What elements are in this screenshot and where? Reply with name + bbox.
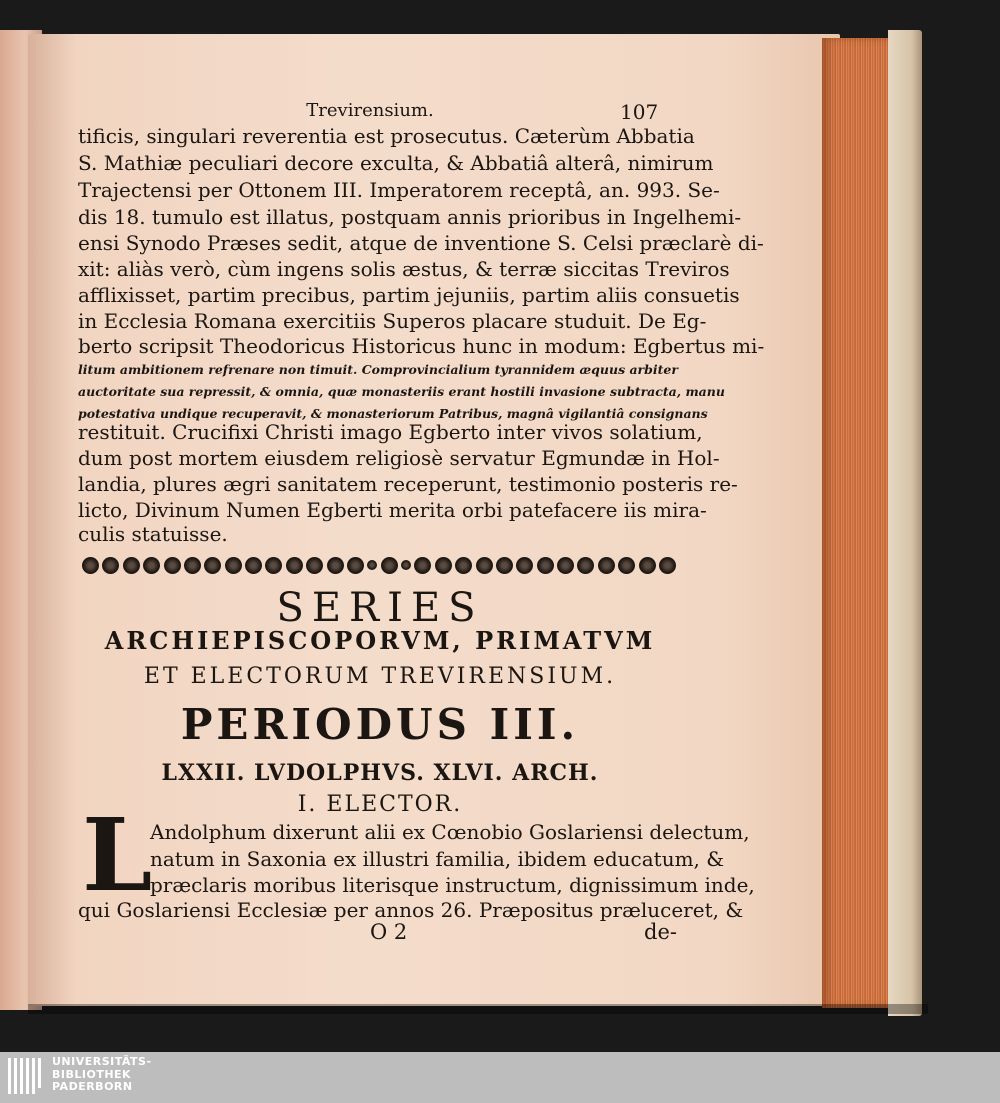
text-line: culis statuisse. xyxy=(78,522,228,546)
text-line: landia, plures ægri sanitatem receperunt, testimonio posteris re- xyxy=(78,472,738,496)
italic-quote-line: litum ambitionem refrenare non timuit. Comprovincialium tyrannidem æquus arbiter xyxy=(78,362,678,377)
ornament-divider xyxy=(82,555,676,575)
library-footer xyxy=(0,1052,1000,1103)
text-line: S. Mathiæ peculiari decore exculta, & Abbatiâ alterâ, nimirum xyxy=(78,151,714,175)
text-line: Trajectensi per Ottonem III. Imperatorem receptâ, an. 993. Se- xyxy=(78,178,720,202)
library-name-line: UNIVERSITÄTS- xyxy=(52,1055,152,1068)
library-name-line: BIBLIOTHEK xyxy=(52,1067,132,1081)
book-cover-edge xyxy=(888,30,922,1016)
heading-archiepiscoporum: ARCHIEPISCOPORVM, PRIMATVM xyxy=(104,626,656,655)
text-line: Andolphum dixerunt alii ex Cœnobio Goslariensi delectum, xyxy=(150,820,750,844)
catchword: de- xyxy=(644,920,677,944)
text-line: xit: aliàs verò, cùm ingens solis æstus, & terræ siccitas Treviros xyxy=(78,257,730,281)
text-line: præclaris moribus literisque instructum, dignissimum inde, xyxy=(150,873,755,897)
library-name-line: PADERBORN xyxy=(52,1080,133,1093)
page-shadow xyxy=(28,1004,928,1014)
text-line: natum in Saxonia ex illustri familia, ibidem educatum, & xyxy=(150,847,725,871)
text-line: dum post mortem eiusdem religiosè servatur Egmundæ in Hol- xyxy=(78,446,720,470)
heading-electorum: ET ELECTORUM TREVIRENSIUM. xyxy=(143,664,617,689)
heading-ludolphus: LXXII. LVDOLPHVS. XLVI. ARCH. xyxy=(161,760,599,786)
italic-quote-line: potestativa undique recuperavit, & monasteriorum Patribus, magnâ vigilantiâ consignans xyxy=(78,406,708,421)
drop-cap: L xyxy=(82,796,153,914)
text-line: berto scripsit Theodoricus Historicus hunc in modum: Egbertus mi- xyxy=(78,334,765,358)
text-line: licto, Divinum Numen Egberti merita orbi patefacere iis mira- xyxy=(78,498,707,522)
text-line: dis 18. tumulo est illatus, postquam annis prioribus in Ingelhemi- xyxy=(78,205,742,229)
library-logo-icon xyxy=(8,1058,44,1094)
italic-quote-line: auctoritate sua repressit, & omnia, quæ monasteriis erant hostili invasione subtracta, manu xyxy=(78,384,725,399)
text-line: qui Goslariensi Ecclesiæ per annos 26. Præpositus præluceret, & xyxy=(78,898,744,922)
heading-series: SERIES xyxy=(276,585,484,631)
heading-elector: I. ELECTOR. xyxy=(297,792,463,817)
running-head: Trevirensium. xyxy=(306,100,434,121)
signature-mark: O 2 xyxy=(370,920,408,944)
heading-periodus: PERIODUS III. xyxy=(180,700,580,749)
text-line: ensi Synodo Præses sedit, atque de inventione S. Celsi præclarè di- xyxy=(78,231,764,255)
page-number: 107 xyxy=(620,100,659,124)
text-line: restituit. Crucifixi Christi imago Egberto inter vivos solatium, xyxy=(78,420,703,444)
text-line: in Ecclesia Romana exercitiis Superos placare studuit. De Eg- xyxy=(78,309,707,333)
library-name xyxy=(52,1056,152,1094)
text-line: afflixisset, partim precibus, partim jejuniis, partim aliis consuetis xyxy=(78,283,740,307)
text-line: tificis, singulari reverentia est prosecutus. Cæterùm Abbatia xyxy=(78,124,695,148)
